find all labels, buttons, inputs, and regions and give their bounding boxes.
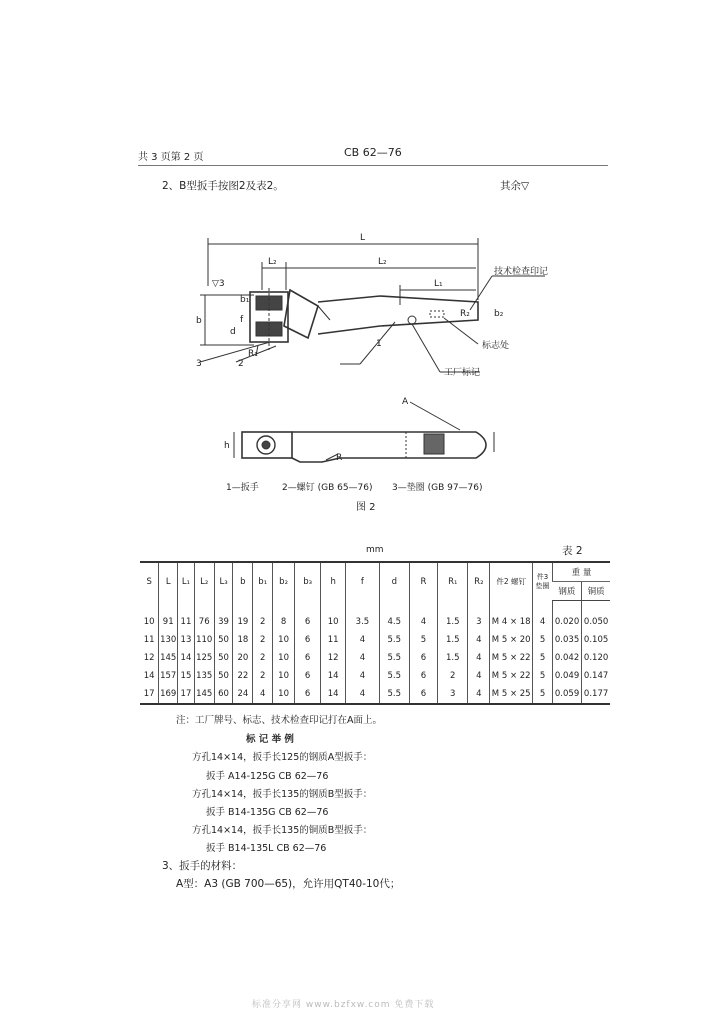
- label-L: L: [360, 233, 366, 243]
- table-cell: 3.5: [346, 601, 379, 632]
- table-cell: 8: [273, 601, 295, 632]
- th-l2: L₂: [194, 562, 214, 601]
- table-cell: 12: [321, 649, 346, 667]
- legend-item2: 2—螺钉 (GB 65—76): [282, 483, 373, 493]
- table-cell: 2: [438, 667, 468, 685]
- th-l3: L₃: [214, 562, 233, 601]
- table-cell: 4: [468, 649, 490, 667]
- th-r: R: [409, 562, 437, 601]
- roughness-note: 其余▽: [500, 180, 530, 192]
- table-cell: 10: [273, 631, 295, 649]
- th-b1: b₁: [253, 562, 273, 601]
- legend-item3: 3—垫圈 (GB 97—76): [392, 483, 483, 493]
- label-tech-mark: 技术检查印记: [494, 267, 549, 277]
- label-logo: 标志处: [482, 341, 510, 351]
- table-cell: 17: [178, 685, 195, 704]
- table-cell: 12: [143, 653, 155, 663]
- table-cell: 6: [409, 685, 437, 704]
- table-cell: 145: [194, 685, 214, 704]
- table-cell: 4: [346, 649, 379, 667]
- label-R1: R₁: [248, 349, 258, 359]
- table-cell: 169: [159, 685, 178, 704]
- table-cell: 0.177: [582, 685, 610, 704]
- label-b1: b₁: [240, 295, 250, 305]
- table-cell: 4: [346, 685, 379, 704]
- label-L1: L₁: [434, 279, 443, 289]
- table-cell: M 5 × 25: [490, 685, 533, 704]
- label-A: A: [402, 397, 409, 407]
- table-cell: 10: [143, 616, 155, 627]
- label-part2: 2: [238, 359, 244, 369]
- table-cell: 11: [143, 635, 155, 645]
- materials-line1: A型：A3 (GB 700—65)，允许用QT40-10代；: [176, 878, 401, 890]
- table-cell: 6: [295, 667, 321, 685]
- table-note: 注：工厂牌号、标志、技术检查印记打在A面上。: [176, 715, 382, 726]
- table-cell: 22: [233, 667, 253, 685]
- table-cell: 4: [253, 685, 273, 704]
- table-cell: 60: [214, 685, 233, 704]
- table-cell: 1.5: [438, 601, 468, 632]
- table-cell: 11: [178, 601, 195, 632]
- table-cell: 0.105: [582, 631, 610, 649]
- table-unit: mm: [366, 545, 384, 555]
- table-caption: 表 2: [562, 545, 583, 557]
- table-cell: 10: [273, 649, 295, 667]
- page-info: 共 3 页第 2 页: [138, 152, 204, 163]
- table-cell: 0.049: [552, 667, 581, 685]
- table-cell: 5: [533, 685, 553, 704]
- th-r2: R₂: [468, 562, 490, 601]
- table-cell: 2: [253, 631, 273, 649]
- example-2-mark: 扳手 B14-135G CB 62—76: [206, 807, 329, 818]
- table-cell: 6: [409, 649, 437, 667]
- th-l: L: [159, 562, 178, 601]
- table-cell: M 5 × 22: [490, 649, 533, 667]
- example-1-mark: 扳手 A14-125G CB 62—76: [206, 771, 329, 782]
- th-s: S: [140, 562, 159, 601]
- label-b2: b₂: [494, 309, 504, 319]
- th-steel: 钢质: [552, 582, 581, 601]
- table-cell: 50: [214, 631, 233, 649]
- table-cell: 135: [194, 667, 214, 685]
- label-L2-right: L₂: [378, 257, 387, 267]
- table-cell: 10: [321, 601, 346, 632]
- watermark-footer: 标准分享网 www.bzfxw.com 免费下载: [252, 1000, 435, 1010]
- side-handle: [292, 432, 486, 462]
- table-cell: 5: [409, 631, 437, 649]
- table-cell: 4: [468, 667, 490, 685]
- table-cell: 6: [295, 649, 321, 667]
- label-finish: ▽3: [212, 279, 225, 289]
- figure-caption: 图 2: [356, 502, 376, 513]
- th-b2: b₂: [273, 562, 295, 601]
- th-washer: 件3 垫圈: [533, 562, 553, 601]
- th-screw: 件2 螺钉: [490, 562, 533, 601]
- table-cell: 14: [321, 667, 346, 685]
- materials-heading: 3、扳手的材料：: [162, 860, 243, 872]
- table-cell: 145: [159, 649, 178, 667]
- table-cell: 2: [253, 667, 273, 685]
- table-cell: 0.120: [582, 649, 610, 667]
- th-d: d: [379, 562, 409, 601]
- table-cell: 4: [468, 685, 490, 704]
- th-b: b: [233, 562, 253, 601]
- table-cell: 5: [533, 649, 553, 667]
- table-cell: 14: [143, 671, 155, 681]
- table-cell: M 5 × 20: [490, 631, 533, 649]
- label-L2-left: L₂: [268, 257, 277, 267]
- table-row: [140, 601, 610, 632]
- table-cell: 15: [178, 667, 195, 685]
- example-3-mark: 扳手 B14-135L CB 62—76: [206, 843, 327, 854]
- table-cell: 1.5: [438, 631, 468, 649]
- table-cell: 2: [253, 649, 273, 667]
- label-part1: 1: [376, 339, 382, 349]
- table-cell: 125: [194, 649, 214, 667]
- table-cell: 2: [253, 601, 273, 632]
- table-cell: 50: [214, 649, 233, 667]
- table-cell: 4: [346, 631, 379, 649]
- table-cell: 13: [178, 631, 195, 649]
- table-cell: 5.5: [379, 649, 409, 667]
- table-cell: 6: [295, 601, 321, 632]
- label-R: R: [336, 453, 343, 463]
- table-cell: 4: [346, 667, 379, 685]
- handle-outline: [318, 296, 478, 334]
- spec-table: [140, 561, 610, 705]
- table-cell: 4: [468, 631, 490, 649]
- table-cell: 4: [533, 601, 553, 632]
- th-r1: R₁: [438, 562, 468, 601]
- table-row: [140, 631, 610, 649]
- th-l1: L₁: [178, 562, 195, 601]
- label-R2: R₂: [460, 309, 470, 319]
- table-cell: 39: [214, 601, 233, 632]
- table-cell: 10: [273, 685, 295, 704]
- table-cell: 110: [194, 631, 214, 649]
- table-cell: 5.5: [379, 685, 409, 704]
- label-factory-mark: 工厂标记: [444, 368, 481, 378]
- table-row: [140, 685, 610, 704]
- table-cell: 0.035: [552, 631, 581, 649]
- table-cell: 3: [468, 601, 490, 632]
- th-h: h: [321, 562, 346, 601]
- table-cell: 0.059: [552, 685, 581, 704]
- legend-item1: 1—扳手: [226, 483, 259, 493]
- table-cell: 76: [194, 601, 214, 632]
- th-weight: 重 量: [552, 562, 610, 582]
- table-cell: 3: [438, 685, 468, 704]
- table-cell: 19: [233, 601, 253, 632]
- table-cell: 5: [533, 667, 553, 685]
- table-cell: 6: [295, 631, 321, 649]
- table-cell: 24: [233, 685, 253, 704]
- label-d: d: [230, 327, 236, 337]
- th-f: f: [346, 562, 379, 601]
- table-cell: 17: [140, 685, 159, 704]
- standard-code: CB 62—76: [344, 146, 402, 159]
- table-cell: 157: [159, 667, 178, 685]
- table-cell: 4.5: [379, 601, 409, 632]
- table-cell: 50: [214, 667, 233, 685]
- table-cell: 4: [409, 601, 437, 632]
- table-cell: 0.147: [582, 667, 610, 685]
- table-row: [140, 649, 610, 667]
- table-cell: 130: [159, 631, 178, 649]
- table-cell: 5.5: [379, 631, 409, 649]
- th-b3: b₃: [295, 562, 321, 601]
- table-row: [140, 667, 610, 685]
- table-cell: 0.050: [582, 601, 610, 632]
- table-cell: 1.5: [438, 649, 468, 667]
- table-cell: 91: [159, 601, 178, 632]
- table-cell: 18: [233, 631, 253, 649]
- th-copper: 铜质: [582, 582, 610, 601]
- table-cell: M 4 × 18: [490, 601, 533, 632]
- table-cell: 0.042: [552, 649, 581, 667]
- label-part3: 3: [196, 359, 202, 369]
- label-b: b: [196, 316, 202, 326]
- table-cell: 14: [321, 685, 346, 704]
- table-cell: 11: [321, 631, 346, 649]
- table-cell: 20: [233, 649, 253, 667]
- label-h: h: [224, 441, 230, 451]
- table-cell: 6: [295, 685, 321, 704]
- table-cell: 14: [178, 649, 195, 667]
- example-1-desc: 方孔14×14，扳手长125的钢质A型扳手：: [192, 752, 373, 763]
- table-cell: M 5 × 22: [490, 667, 533, 685]
- example-2-desc: 方孔14×14，扳手长135的钢质B型扳手：: [192, 789, 373, 800]
- table-cell: 5: [533, 631, 553, 649]
- table-cell: 5.5: [379, 667, 409, 685]
- example-title: 标 记 举 例: [246, 734, 294, 745]
- table-cell: 10: [273, 667, 295, 685]
- intro-text: 2、B型扳手按图2及表2。: [162, 180, 284, 192]
- example-3-desc: 方孔14×14，扳手长135的铜质B型扳手：: [192, 825, 373, 836]
- label-f: f: [240, 315, 244, 325]
- square-opening: [284, 290, 318, 338]
- table-cell: 6: [409, 667, 437, 685]
- table-cell: 0.020: [552, 601, 581, 632]
